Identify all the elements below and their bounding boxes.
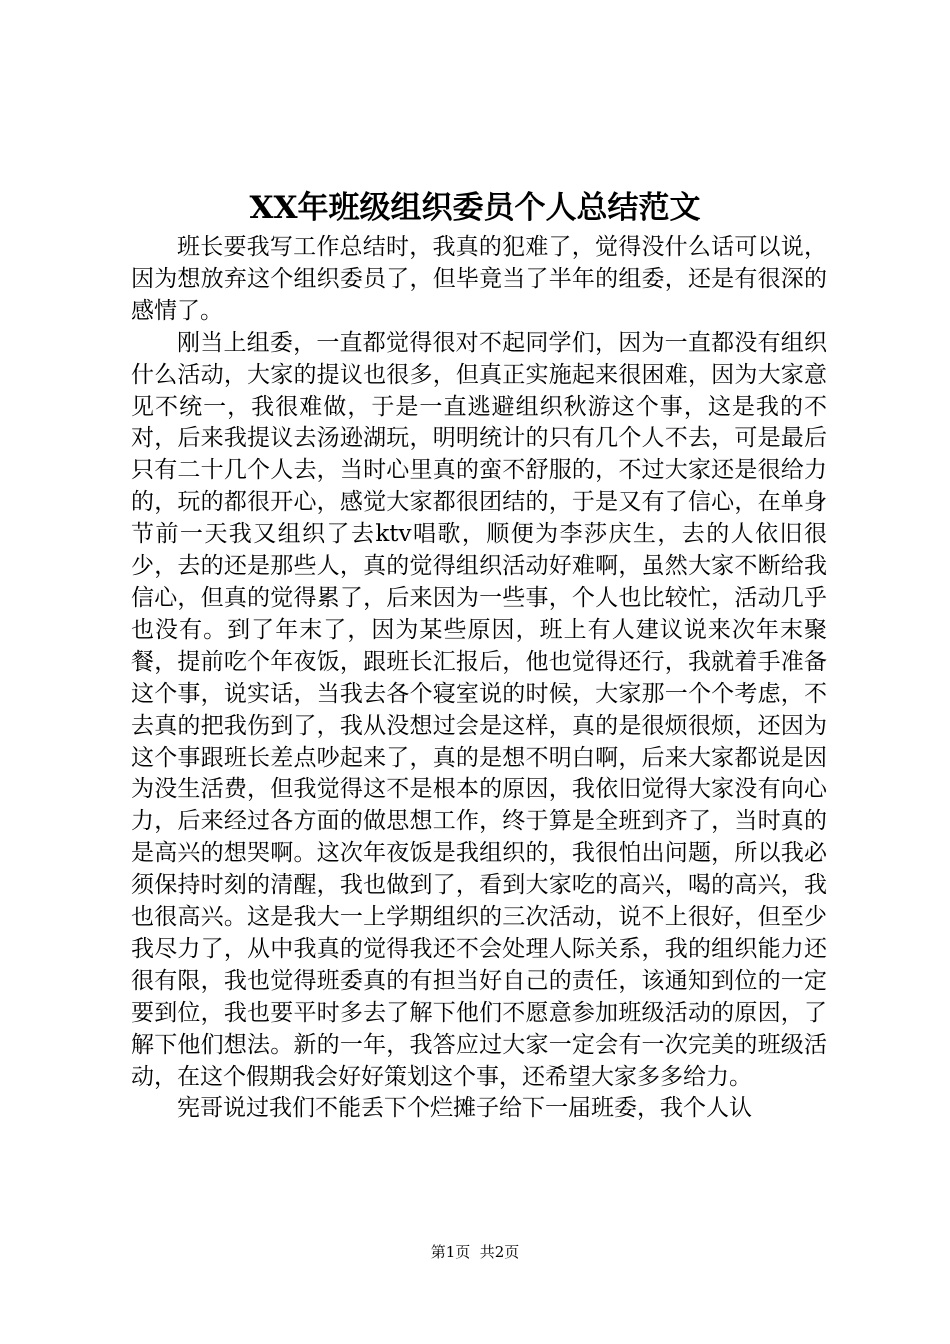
document-title: XX年班级组织委员个人总结范文 bbox=[249, 190, 701, 226]
paragraph-intro: 班长要我写工作总结时，我真的犯难了，觉得没什么话可以说，因为想放弃这个组织委员了，但毕竟当了半年的组委，还是有很深的感情了。 bbox=[131, 234, 827, 324]
paragraph-continued: 宪哥说过我们不能丢下个烂摊子给下一届班委，我个人认 bbox=[177, 1095, 752, 1122]
paragraph-activities: 刚当上组委，一直都觉得很对不起同学们，因为一直都没有组织什么活动，大家的提议也很多，但真正实施起来很困难，因为大家意见不统一，我很难做，于是一直逃避组织秋游这个事，这是我的不对，后来我提议去汤逊湖玩，明明统计的只有几个人不去，可是最后只有二十几个人去，当时心里真的蛮不舒服的，不过大家还是很给力的，玩的都很开心，感觉大家都很团结的，于是又有了信心，在单身节前一天我又组织了去ktv唱歌，顺便为李莎庆生，去的人依旧很少，去的还是那些人，真的觉得组织活动好难啊，虽然大家不断给我信心，但真的觉得累了，后来因为一些事，个人也比较忙，活动几乎也没有。到了年末了，因为某些原因，班上有人建议说来次年末聚餐，提前吃个年夜饭，跟班长汇报后，他也觉得还行，我就着手准备这个事，说实话，当我去各个寝室说的时候，大家那一个个考虑，不去真的把我伤到了，我从没想过会是这样，真的是很烦很烦，还因为这个事跟班长差点吵起来了，真的是想不明白啊，后来大家都说是因为没生活费，但我觉得这不是根本的原因，我依旧觉得大家没有向心力，后来经过各方面的做思想工作，终于算是全班到齐了，当时真的是高兴的想哭啊。这次年夜饭是我组织的，我很怕出问题，所以我必须保持时刻的清醒，我也做到了，看到大家吃的高兴，喝的高兴，我也很高兴。这是我大一上学期组织的三次活动，说不上很好，但至少我尽力了，从中我真的觉得我还不会处理人际关系，我的组织能力还很有限，我也觉得班委真的有担当好自己的责任，该通知到位的一定要到位，我也要平时多去了解下他们不愿意参加班级活动的原因，了解下他们想法。新的一年，我答应过大家一定会有一次完美的班级活动，在这个假期我会好好策划这个事，还希望大家多多给力。 bbox=[131, 329, 827, 1090]
document-body bbox=[131, 232, 827, 1125]
page-footer bbox=[0, 1241, 950, 1263]
page-number: 第1页 共2页 bbox=[430, 1243, 520, 1261]
